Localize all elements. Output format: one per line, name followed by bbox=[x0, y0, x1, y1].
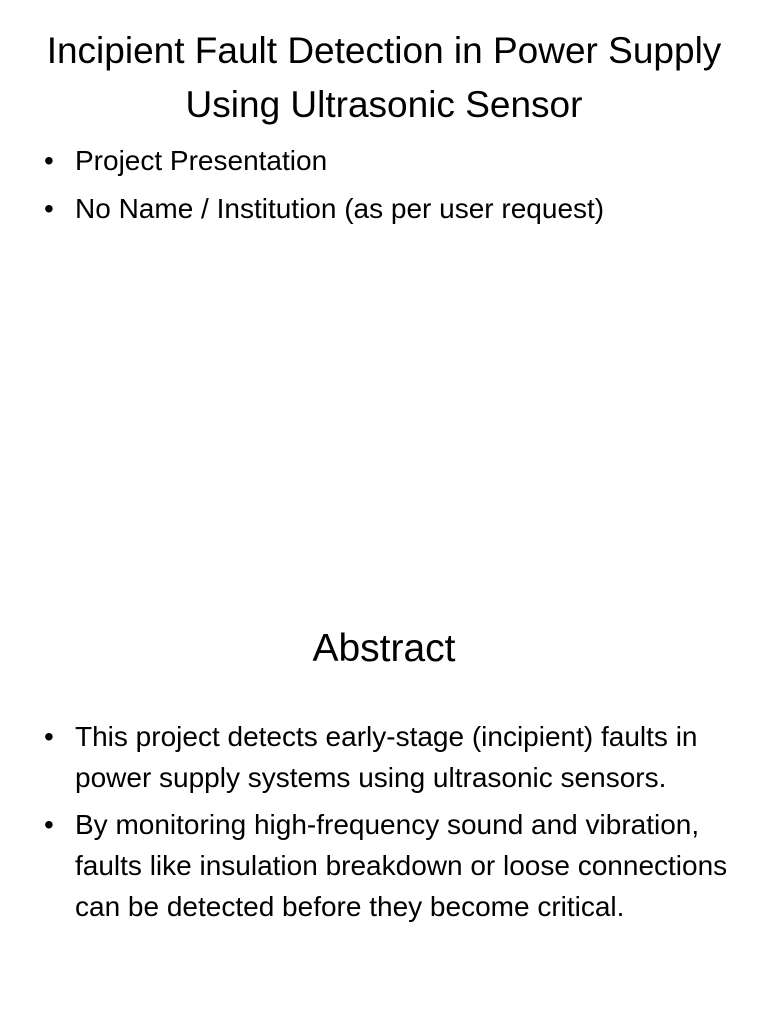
slide-title: Incipient Fault Detection in Power Supply Using Ultrasonic Sensor bbox=[46, 30, 722, 125]
list-item bbox=[42, 142, 732, 180]
list-item bbox=[42, 804, 732, 927]
bullet-text: No Name / Institution (as per user request) bbox=[75, 193, 605, 224]
list-item bbox=[42, 190, 732, 228]
abstract-slide bbox=[0, 512, 768, 1024]
bullet-list bbox=[42, 716, 732, 927]
bullet-text: By monitoring high-frequency sound and vibration, faults like insulation breakdown or loose connections can be detected before they become critical. bbox=[75, 809, 728, 922]
bullet-icon: • bbox=[44, 145, 54, 176]
list-item bbox=[42, 716, 732, 798]
bullet-icon: • bbox=[44, 809, 54, 840]
bullet-list bbox=[42, 142, 732, 228]
slide-title: Abstract bbox=[312, 627, 456, 670]
bullet-text: This project detects early-stage (incipient) faults in power supply systems using ultrasonic sensors. bbox=[75, 721, 698, 793]
bullet-text: Project Presentation bbox=[75, 145, 328, 176]
bullet-icon: • bbox=[44, 721, 54, 752]
bullet-icon: • bbox=[44, 193, 54, 224]
